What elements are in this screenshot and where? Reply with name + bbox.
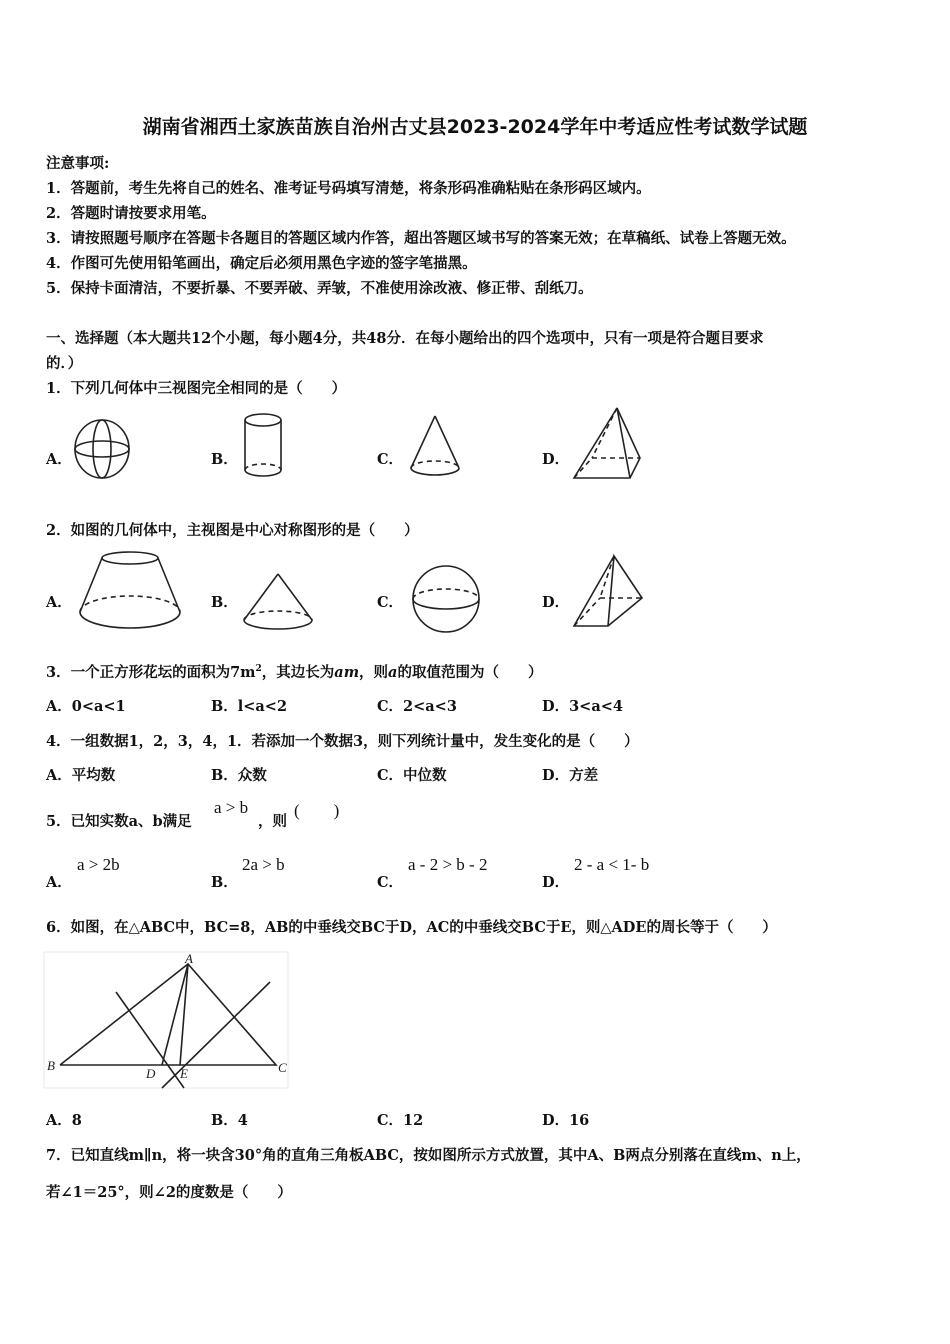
question-7-stem-cont: 若∠1＝25°，则∠2的度数是（ ） — [46, 1184, 292, 1201]
q1-option-a-label: A． — [46, 451, 72, 468]
q1-option-c-label: C． — [377, 451, 404, 468]
notice-item: 4．作图可先使用铅笔画出，确定后必须用黑色字迹的签字笔描黑。 — [46, 255, 477, 272]
q5-option-a: a > 2b — [77, 855, 120, 874]
q5-option-c-label: C． — [377, 874, 404, 891]
q5-condition: a > b — [214, 798, 249, 817]
pyramid-icon — [570, 554, 646, 632]
cone-icon — [407, 414, 463, 480]
q2-option-c-label: C． — [377, 594, 404, 611]
q4-option-b: B．众数 — [211, 767, 267, 784]
pyramid-icon — [570, 406, 644, 482]
point-b-label: B — [47, 1058, 55, 1073]
cone-icon — [240, 572, 316, 634]
q3-option-b: B．l<a<2 — [211, 698, 288, 715]
notice-item: 1．答题前，考生先将自己的姓名、准考证号码填写清楚，将条形码准确粘贴在条形码区域内。 — [46, 180, 651, 197]
cylinder-icon — [242, 412, 284, 480]
q4-option-c: C．中位数 — [377, 767, 447, 784]
question-3-stem: 3．一个正方形花坛的面积为$7m^2$，其边长为am，则a的取值范围为（ ） — [46, 664, 543, 681]
q6-option-d: D．16 — [542, 1112, 590, 1129]
question-5-stem: 5．已知实数a、b满足 — [46, 813, 192, 830]
point-d-label: D — [146, 1066, 156, 1081]
section-heading: 一、选择题（本大题共12个小题，每小题4分，共48分．在每小题给出的四个选项中，只有一项是符合题目要求 — [46, 330, 764, 347]
q3-option-d: D．3<a<4 — [542, 698, 623, 715]
q2-option-a-label: A． — [46, 594, 72, 611]
q5-paren: ( ) — [294, 801, 340, 820]
q2-option-b-label: B． — [211, 594, 238, 611]
q3-option-c: C．2<a<3 — [377, 698, 457, 715]
q5-option-c: a - 2 > b - 2 — [408, 855, 488, 874]
q5-option-d-label: D． — [542, 874, 570, 891]
q6-option-b: B．4 — [211, 1112, 248, 1129]
notice-item: 2．答题时请按要求用笔。 — [46, 205, 216, 222]
q6-option-a: A．8 — [46, 1112, 82, 1129]
q1-option-d-label: D． — [542, 451, 570, 468]
section-heading-cont: 的．） — [46, 355, 83, 372]
notice-heading: 注意事项: — [46, 155, 110, 172]
q5-option-d: 2 - a < 1- b — [574, 855, 650, 874]
point-c-label: C — [278, 1060, 287, 1075]
q2-option-d-label: D． — [542, 594, 570, 611]
question-1-stem: 1．下列几何体中三视图完全相同的是（ ） — [46, 380, 347, 397]
notice-item: 3．请按照题号顺序在答题卡各题目的答题区域内作答，超出答题区域书写的答案无效；在草稿纸、试卷上答题无效。 — [46, 230, 796, 247]
q6-option-c: C．12 — [377, 1112, 424, 1129]
question-2-stem: 2．如图的几何体中，主视图是中心对称图形的是（ ） — [46, 522, 419, 539]
q3-option-a: A．0<a<1 — [46, 698, 126, 715]
page-title: 湖南省湘西土家族苗族自治州古丈县2023-2024学年中考适应性考试数学试题 — [142, 116, 808, 138]
q4-option-a: A．平均数 — [46, 767, 116, 784]
q1-option-b-label: B． — [211, 451, 238, 468]
question-4-stem: 4．一组数据1，2，3，4，1．若添加一个数据3，则下列统计量中，发生变化的是（ ） — [46, 733, 639, 750]
question-7-stem: 7．已知直线m∥n，将一块含30°角的直角三角板ABC，按如图所示方式放置，其中A、B两点分别落在直线m、n上， — [46, 1147, 811, 1164]
triangle-figure — [44, 952, 289, 1090]
q5-option-a-label: A． — [46, 874, 72, 891]
sphere-icon — [72, 418, 132, 480]
notice-item: 5．保持卡面清洁，不要折暴、不要弄破、弄皱，不准使用涂改液、修正带、刮纸刀。 — [46, 280, 593, 297]
q5-stem-then: ，则 — [258, 813, 287, 830]
point-a-label: A — [185, 951, 193, 966]
question-6-stem: 6．如图，在△ABC中，BC=8，AB的中垂线交BC于D，AC的中垂线交BC于E，则△ADE的周长等于（ ） — [46, 919, 777, 936]
q5-option-b-label: B． — [211, 874, 238, 891]
q5-option-b: 2a > b — [242, 855, 285, 874]
q4-option-d: D．方差 — [542, 767, 599, 784]
point-e-label: E — [180, 1066, 188, 1081]
frustum-icon — [78, 550, 182, 634]
sphere-icon — [410, 563, 482, 635]
